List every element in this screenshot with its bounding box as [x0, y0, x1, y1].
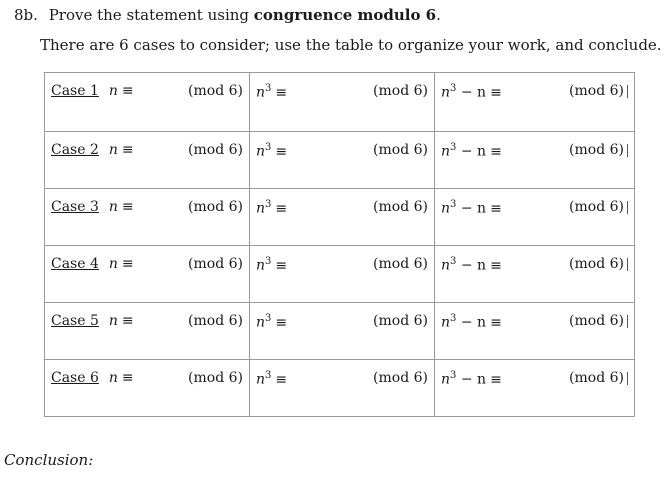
- congruence-symbol: ≡: [121, 199, 134, 215]
- n-expression: n: [108, 199, 118, 215]
- problem-text: Prove the statement using: [48, 6, 249, 24]
- congruence-symbol: ≡: [275, 200, 288, 217]
- mod-label: (mod 6): [373, 370, 428, 386]
- congruence-symbol: ≡: [490, 371, 502, 388]
- n-expression: n: [108, 313, 118, 329]
- mod-label: (mod 6): [373, 142, 428, 158]
- n-cubed-expression: $n^3$: [256, 256, 272, 274]
- n-expression: n: [108, 142, 118, 158]
- congruence-symbol: ≡: [121, 142, 134, 158]
- congruence-symbol: ≡: [121, 370, 134, 386]
- case-row: [45, 303, 635, 360]
- mod-label: (mod 6): [373, 256, 428, 272]
- n-cubed-minus-n-cell[interactable]: [435, 73, 635, 132]
- mod-label: (mod 6): [569, 256, 624, 272]
- congruence-symbol: ≡: [490, 314, 502, 331]
- problem-bold-text: congruence modulo 6: [253, 6, 437, 24]
- case-row: [45, 132, 635, 189]
- n-cubed-cell[interactable]: [250, 246, 435, 303]
- tick-mark: [627, 144, 628, 157]
- tick-mark: [627, 372, 628, 385]
- congruence-symbol: ≡: [490, 143, 502, 160]
- case-row: [45, 360, 635, 417]
- n-cubed-cell[interactable]: [250, 132, 435, 189]
- n-expression: n: [108, 83, 118, 99]
- n-cubed-minus-n-expression: $n^3 - n$: [441, 313, 487, 331]
- n-cubed-minus-n-expression: $n^3 - n$: [441, 199, 487, 217]
- mod-label: (mod 6): [188, 313, 243, 329]
- case-label: Case 6: [51, 370, 99, 386]
- congruence-symbol: ≡: [490, 200, 502, 217]
- tick-mark: [627, 315, 628, 328]
- case-row: [45, 246, 635, 303]
- n-expression: n: [108, 370, 118, 386]
- congruence-symbol: ≡: [275, 314, 288, 331]
- n-cubed-expression: $n^3$: [256, 370, 272, 388]
- congruence-symbol: ≡: [275, 84, 288, 101]
- case-label: Case 5: [51, 313, 99, 329]
- n-cell[interactable]: [45, 189, 250, 246]
- problem-statement: [14, 6, 441, 24]
- case-label: Case 2: [51, 142, 99, 158]
- n-cell[interactable]: [45, 303, 250, 360]
- n-cubed-minus-n-cell[interactable]: [435, 360, 635, 417]
- mod-label: (mod 6): [373, 313, 428, 329]
- mod-label: (mod 6): [188, 256, 243, 272]
- n-cell[interactable]: [45, 73, 250, 132]
- mod-label: (mod 6): [569, 142, 624, 158]
- mod-label: (mod 6): [569, 370, 624, 386]
- n-cubed-minus-n-expression: $n^3 - n$: [441, 256, 487, 274]
- problem-end: .: [436, 6, 441, 24]
- n-cubed-minus-n-expression: $n^3 - n$: [441, 83, 487, 101]
- problem-number: 8b.: [14, 6, 38, 24]
- congruence-symbol: ≡: [121, 313, 134, 329]
- case-row: [45, 73, 635, 132]
- n-cubed-cell[interactable]: [250, 73, 435, 132]
- congruence-symbol: ≡: [490, 257, 502, 274]
- n-cubed-expression: $n^3$: [256, 199, 272, 217]
- n-cubed-expression: $n^3$: [256, 83, 272, 101]
- congruence-symbol: ≡: [121, 83, 134, 99]
- mod-label: (mod 6): [569, 83, 624, 99]
- case-label: Case 3: [51, 199, 99, 215]
- mod-label: (mod 6): [188, 199, 243, 215]
- mod-label: (mod 6): [569, 313, 624, 329]
- n-cubed-minus-n-cell[interactable]: [435, 303, 635, 360]
- mod-label: (mod 6): [373, 83, 428, 99]
- congruence-symbol: ≡: [275, 371, 288, 388]
- tick-mark: [627, 201, 628, 214]
- n-cubed-expression: $n^3$: [256, 313, 272, 331]
- n-cubed-minus-n-cell[interactable]: [435, 132, 635, 189]
- mod-label: (mod 6): [188, 370, 243, 386]
- case-label: Case 1: [51, 83, 99, 99]
- n-cubed-minus-n-cell[interactable]: [435, 189, 635, 246]
- mod-label: (mod 6): [569, 199, 624, 215]
- n-cubed-minus-n-expression: $n^3 - n$: [441, 370, 487, 388]
- cases-table-body: [45, 73, 635, 417]
- congruence-symbol: ≡: [275, 257, 288, 274]
- conclusion-label: Conclusion:: [4, 451, 94, 469]
- instructions: There are 6 cases to consider; use the table to organize your work, and conclude.: [40, 36, 662, 54]
- congruence-symbol: ≡: [121, 256, 134, 272]
- mod-label: (mod 6): [188, 142, 243, 158]
- n-cubed-expression: $n^3$: [256, 142, 272, 160]
- congruence-symbol: ≡: [275, 143, 288, 160]
- mod-label: (mod 6): [188, 83, 243, 99]
- tick-mark: [627, 85, 628, 98]
- n-cubed-minus-n-expression: $n^3 - n$: [441, 142, 487, 160]
- n-cubed-cell[interactable]: [250, 189, 435, 246]
- n-cubed-cell[interactable]: [250, 360, 435, 417]
- case-row: [45, 189, 635, 246]
- case-label: Case 4: [51, 256, 99, 272]
- mod-label: (mod 6): [373, 199, 428, 215]
- n-cell[interactable]: [45, 246, 250, 303]
- n-cubed-minus-n-cell[interactable]: [435, 246, 635, 303]
- n-expression: n: [108, 256, 118, 272]
- cases-table: [44, 72, 635, 417]
- congruence-symbol: ≡: [490, 84, 502, 101]
- n-cubed-cell[interactable]: [250, 303, 435, 360]
- tick-mark: [627, 258, 628, 271]
- n-cell[interactable]: [45, 360, 250, 417]
- n-cell[interactable]: [45, 132, 250, 189]
